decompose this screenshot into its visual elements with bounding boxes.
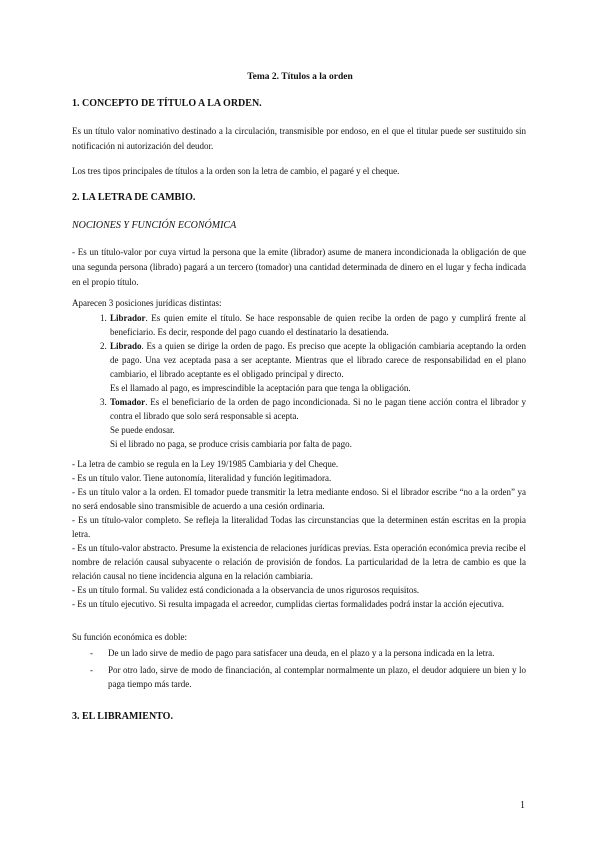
position-extra: Se puede endosar. — [110, 425, 175, 435]
position-text: . Es a quien se dirige la orden de pago. Es preciso que acepte la obligación cambiaria aceptando la orden de pago. Una vez aceptada pasa a ser aceptante. Mientras que el librado carece de responsabilidad en el plano cambiario, el librado aceptante es el obligado principal y directo. — [110, 341, 526, 379]
section-2-paragraph-1: - Es un título-valor por cuya virtud la persona que la emite (librador) asume de manera incondicionada la obligación de que una segunda persona (librado) pagará a un tercero (tomador) una cantidad determinada de dinero en el lugar y fecha indicada en el propio título. — [72, 247, 526, 287]
position-item — [109, 339, 526, 395]
dash-bullet: - — [90, 665, 93, 675]
function-list — [72, 630, 526, 694]
feature-item: - La letra de cambio se regula en la Ley 19/1985 Cambiaria y del Cheque. — [72, 459, 339, 469]
section-1-heading: 1. CONCEPTO DE TÍTULO A LA ORDEN. — [72, 98, 262, 109]
features-list — [72, 457, 526, 611]
section-1-paragraph-2: Los tres tipos principales de títulos a la orden son la letra de cambio, el pagaré y el cheque. — [72, 166, 400, 176]
function-text: Por otro lado, sirve de modo de financiación, al contemplar normalmente un plazo, el deudor adquiere un bien y lo paga tiempo más tarde. — [108, 665, 526, 689]
feature-item: - Es un título formal. Su validez está condicionada a la observancia de unos rigurosos requisitos. — [72, 585, 420, 595]
position-item — [109, 395, 526, 451]
dash-bullet: - — [90, 648, 93, 658]
position-term: Librado — [110, 341, 142, 351]
position-text: . Es quien emite el título. Se hace responsable de quien recibe la orden de pago y cumplirá frente al beneficiario. Es decir, responde del pago cuando el destinatario la desatienda. — [110, 313, 526, 337]
page-number: 1 — [520, 800, 525, 811]
section-2-subheading: NOCIONES Y FUNCIÓN ECONÓMICA — [72, 220, 237, 231]
function-intro: Su función económica es doble: — [72, 632, 187, 642]
feature-item: - Es un título-valor completo. Se refleja la literalidad Todas las circunstancias que la determinen están escritas en la propia letra. — [72, 515, 526, 539]
feature-item: - Es un título-valor abstracto. Presume la existencia de relaciones jurídicas previas. Esta operación económica previa recibe el nombre de relación causal subyacente o relación de provisión de fondos. La particularidad de la letra de cambio es que la relación causal no tiene incidencia alguna en la relación cambiaria. — [72, 543, 526, 581]
positions-list — [72, 296, 526, 451]
position-term: Tomador — [110, 397, 146, 407]
function-item — [72, 663, 526, 691]
function-text: De un lado sirve de medio de pago para satisfacer una deuda, en el plazo y a la persona indicada en la letra. — [108, 648, 495, 658]
feature-item: - Es un título ejecutivo. Si resulta impagada el acreedor, cumplidas ciertas formalidades podrá instar la acción ejecutiva. — [72, 599, 504, 609]
position-item — [109, 311, 526, 339]
position-text: . Es el beneficiario de la orden de pago incondicionada. Si no le pagan tiene acción contra el librador y contra el librado que solo será responsable si acepta. — [110, 397, 526, 421]
feature-item: - Es un título valor. Tiene autonomía, literalidad y función legitimadora. — [72, 473, 332, 483]
function-item — [72, 646, 526, 660]
position-extra: Si el librado no paga, se produce crisis cambiaria por falta de pago. — [110, 439, 352, 449]
section-1-paragraph-1: Es un título valor nominativo destinado a la circulación, transmisible por endoso, en el que el titular puede ser sustituido sin notificación ni autorización del deudor. — [72, 126, 526, 151]
section-2-heading: 2. LA LETRA DE CAMBIO. — [72, 192, 196, 203]
positions-intro: Aparecen 3 posiciones jurídicas distintas: — [72, 298, 222, 308]
feature-item: - Es un título valor a la orden. El tomador puede transmitir la letra mediante endoso. Si el librador escribe “no a la orden” ya no será endosable sino transmisible de acuerdo a una cesión ordinaria. — [72, 487, 526, 511]
position-term: Librador — [110, 313, 146, 323]
position-extra: Es el llamado al pago, es imprescindible la aceptación para que tenga la obligación. — [110, 383, 411, 393]
section-3-heading: 3. EL LIBRAMIENTO. — [72, 711, 173, 722]
document-title: Tema 2. Títulos a la orden — [247, 72, 353, 82]
